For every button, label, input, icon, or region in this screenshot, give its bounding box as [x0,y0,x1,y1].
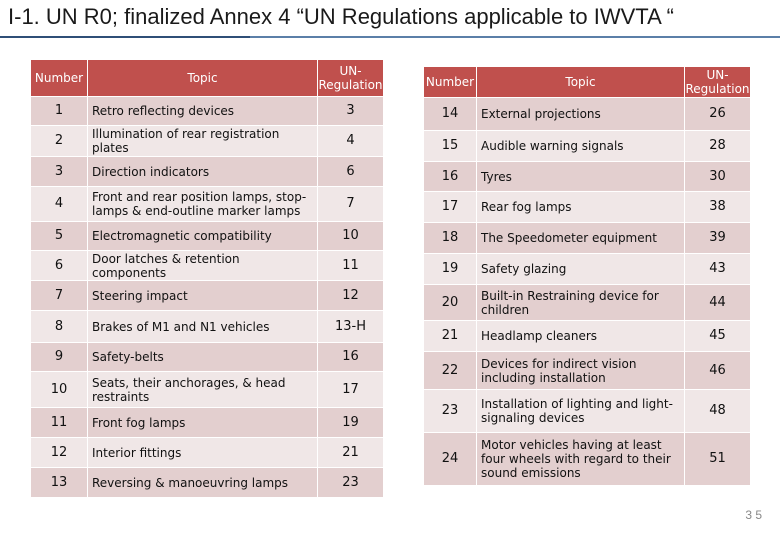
row-regulation: 51 [685,433,751,486]
row-regulation: 48 [685,390,751,433]
table-row [31,126,384,157]
table-row [31,222,384,251]
column-header-regulation: UN-Regulation [685,68,750,96]
row-topic: Front fog lamps [88,408,318,438]
table-row [31,187,384,222]
row-topic: Door latches & retention components [88,251,318,281]
table-row [31,468,384,498]
row-topic: Illumination of rear registration plates [88,126,318,157]
table-row [31,97,384,126]
table-row [424,321,751,352]
row-regulation: 38 [685,192,751,223]
table-row [31,408,384,438]
row-number: 15 [424,131,477,162]
row-regulation: 26 [685,98,751,131]
regulations-table-left [31,60,384,498]
row-number: 21 [424,321,477,352]
row-regulation: 39 [685,223,751,254]
row-topic: Motor vehicles having at least four wheels with regard to their sound emissions [477,433,685,486]
table-row [31,311,384,343]
row-regulation: 46 [685,352,751,390]
row-regulation: 4 [318,126,384,157]
row-number: 9 [31,343,88,372]
row-topic: Steering impact [88,281,318,311]
row-topic: Built-in Restraining device for children [477,285,685,321]
row-number: 7 [31,281,88,311]
row-topic: Tyres [477,162,685,192]
column-header-number: Number [424,67,477,98]
table-row [424,192,751,223]
row-regulation: 3 [318,97,384,126]
row-topic: Electromagnetic compatibility [88,222,318,251]
row-number: 19 [424,254,477,285]
table-row [424,254,751,285]
column-header-topic: Topic [477,67,685,98]
page-number: 3 5 [745,508,762,522]
table-row [31,251,384,281]
row-topic: Retro reflecting devices [88,97,318,126]
row-number: 12 [31,438,88,468]
row-regulation: 16 [318,343,384,372]
row-topic: Direction indicators [88,157,318,187]
row-regulation: 13-H [318,311,384,343]
row-regulation: 12 [318,281,384,311]
row-regulation: 28 [685,131,751,162]
table-row [424,131,751,162]
table-row [424,352,751,390]
row-regulation: 23 [318,468,384,498]
row-number: 14 [424,98,477,131]
row-regulation: 11 [318,251,384,281]
row-number: 24 [424,433,477,486]
table-row [31,157,384,187]
row-regulation: 10 [318,222,384,251]
row-number: 2 [31,126,88,157]
table-row [424,390,751,433]
column-header-topic: Topic [88,60,318,97]
row-number: 13 [31,468,88,498]
row-number: 23 [424,390,477,433]
row-regulation: 17 [318,372,384,408]
row-topic: Headlamp cleaners [477,321,685,352]
row-topic: Safety glazing [477,254,685,285]
column-header-number: Number [31,60,88,97]
slide-title: I-1. UN R0; finalized Annex 4 “UN Regulations applicable to IWVTA “ [8,4,675,29]
row-number: 20 [424,285,477,321]
row-number: 8 [31,311,88,343]
row-regulation: 43 [685,254,751,285]
row-topic: External projections [477,98,685,131]
row-topic: Safety-belts [88,343,318,372]
row-number: 22 [424,352,477,390]
row-number: 4 [31,187,88,222]
column-header-regulation: UN-Regulation [318,60,384,97]
table-row [31,281,384,311]
row-regulation: 7 [318,187,384,222]
row-topic: Installation of lighting and light-signaling devices [477,390,685,433]
row-regulation: 6 [318,157,384,187]
row-number: 10 [31,372,88,408]
row-number: 3 [31,157,88,187]
table-row [31,343,384,372]
row-topic: Devices for indirect vision including installation [477,352,685,390]
table-row [424,162,751,192]
row-topic: Front and rear position lamps, stop-lamps & end-outline marker lamps [88,187,318,222]
row-number: 16 [424,162,477,192]
table-row [31,372,384,408]
row-topic: Reversing & manoeuvring lamps [88,468,318,498]
table-row [424,98,751,131]
title-divider-accent [0,36,250,38]
regulations-table-right [424,67,751,486]
row-number: 18 [424,223,477,254]
table-row [424,433,751,486]
row-regulation: 30 [685,162,751,192]
row-regulation: 19 [318,408,384,438]
row-topic: Brakes of M1 and N1 vehicles [88,311,318,343]
row-number: 11 [31,408,88,438]
row-regulation: 21 [318,438,384,468]
table-row [424,223,751,254]
row-topic: Interior fittings [88,438,318,468]
row-topic: The Speedometer equipment [477,223,685,254]
row-topic: Seats, their anchorages, & head restraints [88,372,318,408]
table-row [424,285,751,321]
row-regulation: 44 [685,285,751,321]
row-number: 1 [31,97,88,126]
row-number: 6 [31,251,88,281]
row-topic: Rear fog lamps [477,192,685,223]
row-number: 5 [31,222,88,251]
row-regulation: 45 [685,321,751,352]
table-row [31,438,384,468]
row-number: 17 [424,192,477,223]
row-topic: Audible warning signals [477,131,685,162]
